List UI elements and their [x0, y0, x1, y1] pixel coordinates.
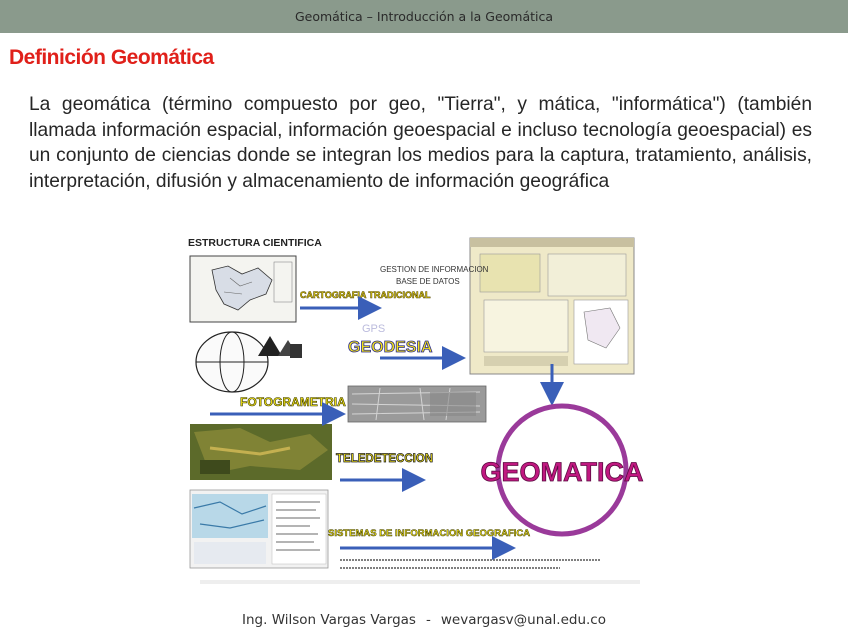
slide-title: Definición Geomática	[9, 46, 214, 69]
footer-email: wevargasv@unal.edu.co	[440, 612, 606, 628]
geomatica-center-label: GEOMATICA	[480, 457, 644, 487]
slide-body-text: La geomática (término compuesto por geo, "Tierra", y mática, "informática") (también llamada información espacial, información geoespacial e incluso tecnología geoespacial) es un conjunto de ciencias donde se integran los medios para la captura, tratamiento, análisis, interpretación, difusión y almacenamiento de información geográfica	[29, 94, 812, 192]
label-remote-sensing: TELEDETECCION	[336, 453, 434, 465]
label-databases: BASE DE DATOS	[396, 277, 460, 286]
geomatica-circle	[481, 406, 644, 534]
footer-author: Ing. Wilson Vargas Vargas	[242, 612, 416, 628]
label-photogrammetry: FOTOGRAMETRIA	[240, 395, 346, 409]
figure-heading: ESTRUCTURA CIENTIFICA	[188, 237, 322, 249]
figure-canvas	[180, 228, 650, 598]
gis-screenshot-thumbnail	[190, 490, 328, 568]
label-info-management: GESTION DE INFORMACION	[380, 265, 489, 274]
footer-separator: -	[425, 612, 431, 628]
label-geodesy: GEODESIA	[348, 339, 433, 356]
header-title: Geomática – Introducción a la Geomática	[294, 9, 554, 24]
geomatics-structure-figure	[180, 228, 650, 598]
map-thumbnail	[190, 256, 296, 322]
aerial-photo-thumbnail	[348, 386, 486, 422]
satellite-image-thumbnail	[190, 424, 332, 480]
gis-window-thumbnail	[470, 238, 634, 374]
label-gps: GPS	[362, 323, 386, 335]
label-cartography: CARTOGRAFIA TRADICIONAL	[300, 290, 431, 300]
footer	[0, 612, 848, 628]
header-bar	[0, 0, 848, 33]
geodesy-sketch	[196, 332, 302, 392]
label-gis: SISTEMAS DE INFORMACION GEOGRAFICA	[328, 528, 531, 539]
